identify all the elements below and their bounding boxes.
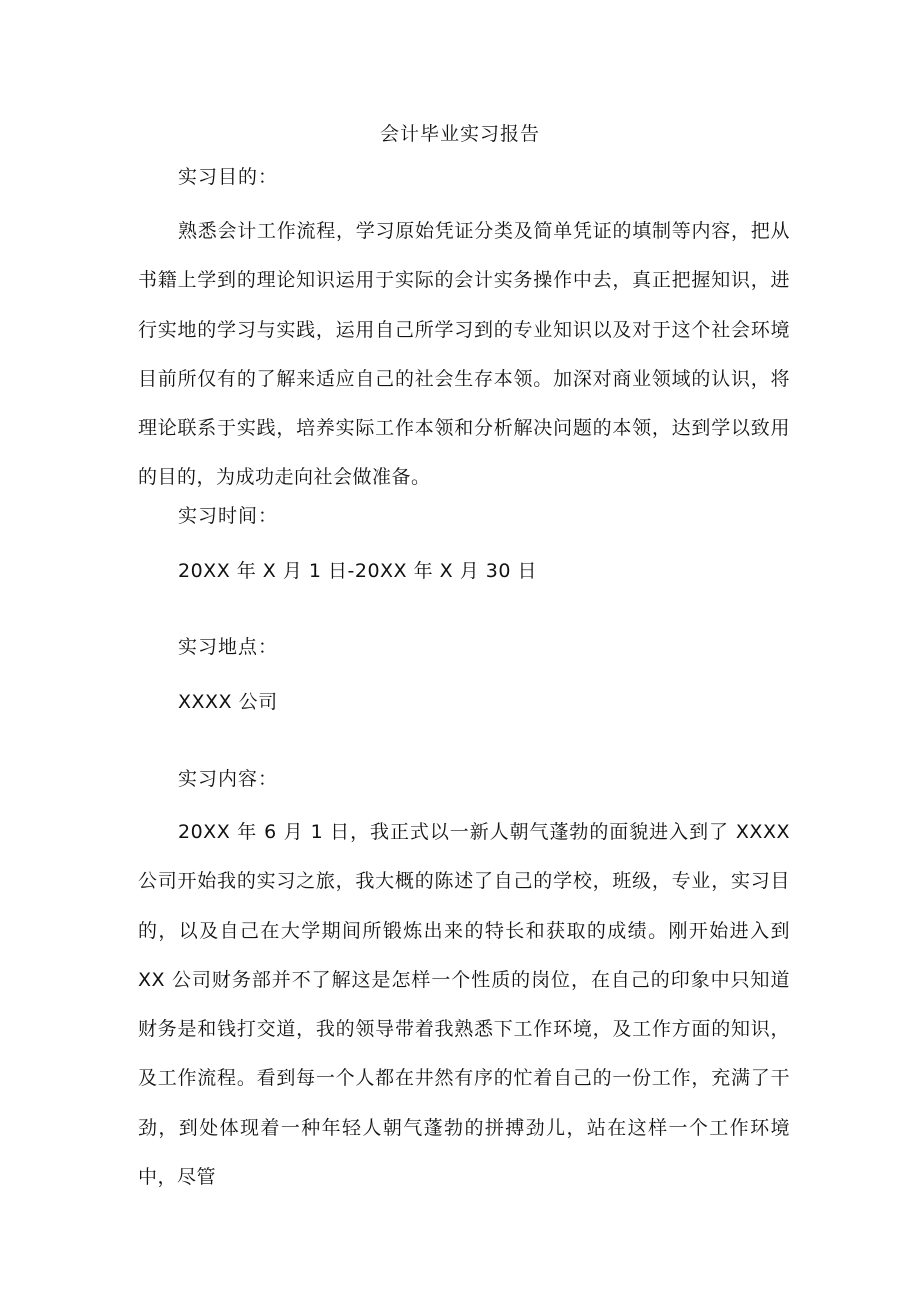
content-heading: 实习内容： xyxy=(178,768,279,790)
purpose-heading: 实习目的： xyxy=(178,166,279,188)
time-heading: 实习时间： xyxy=(178,505,279,527)
place-heading: 实习地点： xyxy=(178,636,279,658)
place-value: XXXX 公司 xyxy=(178,691,278,713)
purpose-paragraph: 熟悉会计工作流程，学习原始凭证分类及简单凭证的填制等内容，把从书籍上学到的理论知识运用于实际的会计实务操作中去，真正把握知识，进行实地的学习与实践，运用自己所学习到的专业知识以及对于这个社会环境目前所仅有的了解来适应自己的社会生存本领。加深对商业领域的认识，将理论联系于实践，培养实际工作本领和分析解决问题的本领，达到学以致用的目的，为成功走向社会做准备。 xyxy=(138,220,790,489)
document-title: 会计毕业实习报告 xyxy=(379,123,540,145)
time-value: 20XX 年 X 月 1 日-20XX 年 X 月 30 日 xyxy=(178,560,537,582)
content-paragraph: 20XX 年 6 月 1 日，我正式以一新人朝气蓬勃的面貌进入到了 XXXX 公司开始我的实习之旅，我大概的陈述了自己的学校，班级，专业，实习目的，以及自己在大学期间所锻炼出来的特长和获取的成绩。刚开始进入到 XX 公司财务部并不了解这是怎样一个性质的岗位，在自己的印象中只知道财务是和钱打交道，我的领导带着我熟悉下工作环境，及工作方面的知识，及工作流程。看到每一个人都在井然有序的忙着自己的一份工作，充满了干劲，到处体现着一种年轻人朝气蓬勃的拼搏劲儿，站在这样一个工作环境中，尽管 xyxy=(138,821,790,1189)
